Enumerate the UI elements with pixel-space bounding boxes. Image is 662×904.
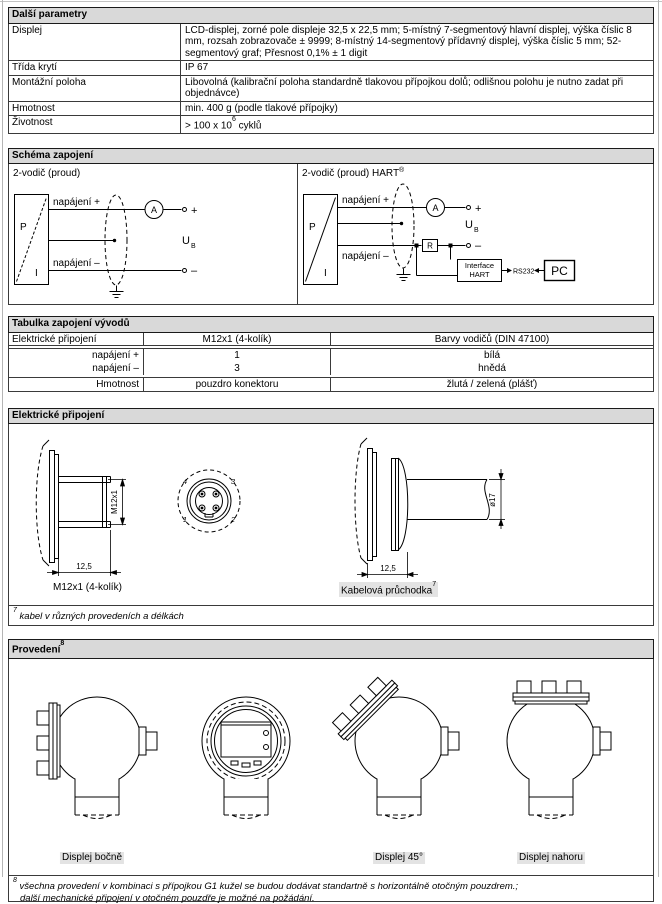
housing-display-45 xyxy=(330,672,459,819)
current-label: I xyxy=(35,268,38,280)
cell: pouzdro konektoru xyxy=(144,378,331,391)
terminal-plus xyxy=(183,208,187,212)
cell: 1 xyxy=(144,349,331,362)
header-cell: Elektrické připojení xyxy=(9,333,144,345)
pin-table-supply-group xyxy=(9,348,653,375)
supply-voltage-sub: B xyxy=(191,243,196,251)
section-title-provedeni xyxy=(8,639,654,659)
table-row xyxy=(9,116,653,133)
pc-label: PC xyxy=(551,264,568,279)
current-label: I xyxy=(324,268,327,280)
housing-front-view xyxy=(202,697,290,819)
arrow-right-icon xyxy=(507,268,512,273)
diameter-dim-label: ø17 xyxy=(488,493,497,508)
header-cell: M12x1 (4-kolík) xyxy=(144,333,331,345)
section-title-dalsi-parametry: Další parametry xyxy=(8,7,654,24)
section-title-schema-zapojeni: Schéma zapojení xyxy=(8,148,654,165)
section-elektricke-pripojeni xyxy=(8,408,654,627)
ammeter-label: A xyxy=(150,205,158,216)
title-text: Provedení xyxy=(12,644,61,656)
resistor-label: R xyxy=(427,241,433,251)
param-value: Libovolná (kalibrační poloha standardně tlakovou přípojkou dolů; odlišnou polohu je nutno zadat při objednávce) xyxy=(185,76,624,99)
cable-shield-ellipse xyxy=(392,184,414,268)
ribbed-cap xyxy=(330,672,400,742)
supply-voltage-sub: B xyxy=(474,227,479,235)
ground-icon xyxy=(110,286,124,298)
ammeter-label: A xyxy=(432,203,439,214)
param-label: Třída krytí xyxy=(9,61,181,75)
page-left-edge xyxy=(2,0,3,877)
junction xyxy=(449,244,453,248)
process-neck xyxy=(75,779,119,819)
cell: hnědá xyxy=(478,362,506,374)
pin-number-3: 3 xyxy=(230,477,236,487)
value-text: > 100 x 10 xyxy=(185,120,232,132)
table-row xyxy=(9,378,653,391)
section-provedeni xyxy=(8,639,654,902)
cell: žlutá / zelená (plášť) xyxy=(446,378,538,390)
pin-number-1: 1 xyxy=(182,515,188,525)
diagram-title: 2-vodič (proud) HART xyxy=(302,168,400,180)
process-neck xyxy=(224,779,268,819)
section-title-elektricke-pripojeni: Elektrické připojení xyxy=(8,408,654,425)
section-dalsi-parametry xyxy=(8,7,654,134)
parameters-table xyxy=(8,24,654,134)
supply-plus-label: napájení + xyxy=(53,197,100,209)
caption-display-45: Displej 45° xyxy=(375,852,423,864)
junction xyxy=(415,244,419,248)
caption-text: Kabelová průchodka xyxy=(341,585,433,597)
param-value: IP 67 xyxy=(185,62,209,73)
pin-table-ground-group xyxy=(9,377,653,391)
pin-number-2: 2 xyxy=(230,515,236,525)
gland-side-view xyxy=(355,438,489,564)
table-row xyxy=(9,76,653,102)
table-row xyxy=(9,61,653,76)
section-title-tabulka-vyvodu: Tabulka zapojení vývodů xyxy=(8,316,654,333)
footnote-marker: 7 xyxy=(13,607,17,615)
connector-drawings xyxy=(8,424,654,626)
arrow-left-icon xyxy=(534,268,539,273)
pressure-label: P xyxy=(309,222,316,234)
pi-transducer-symbol xyxy=(15,195,49,285)
pin-number-4: 4 xyxy=(182,477,188,487)
supply-minus-label: napájení – xyxy=(342,251,389,263)
header-cell: Barvy vodičů (DIN 47100) xyxy=(434,333,550,345)
footnote-line-1 xyxy=(13,878,649,893)
pin-table-header-row xyxy=(9,333,653,346)
footnote-7 xyxy=(9,605,653,625)
terminal-minus xyxy=(183,269,187,273)
terminal-minus xyxy=(467,244,471,248)
wiring-panel-2wire xyxy=(9,164,298,304)
registered-mark: ® xyxy=(399,167,405,175)
table-row xyxy=(9,102,653,117)
terminal-plus xyxy=(467,206,471,210)
cell: napájení + xyxy=(9,349,144,362)
housing-drawings xyxy=(8,659,654,902)
supply-voltage-label: U xyxy=(465,219,473,232)
wiring-panel-2wire-hart xyxy=(298,164,654,304)
caption-cable-gland xyxy=(339,582,438,597)
supply-minus-label: napájení – xyxy=(53,258,100,270)
connector-stub xyxy=(139,727,157,755)
table-row xyxy=(9,362,653,375)
process-neck xyxy=(529,779,573,819)
minus-sign: – xyxy=(191,265,198,278)
pressure-label: P xyxy=(20,222,27,234)
ribbed-cap xyxy=(37,703,60,779)
housing-display-up xyxy=(507,681,611,819)
interface-label-line2: HART xyxy=(469,270,490,280)
param-value: LCD-displej, zorné pole displeje 32,5 x 22,5 mm; 5-místný 7-segmentový hlavní displej, výška číslic 8 mm, rozsah zobrazovače ± 9999; 8-místný 14-segmentový přídavný displej, výška číslic 5 mm; 52-segmentový graf; Přesnost 0,1% ± 1 digit xyxy=(185,24,632,59)
value-text: cyklů xyxy=(235,120,262,132)
pin-table xyxy=(8,333,654,392)
wiring-diagram-2wire-hart xyxy=(298,164,654,305)
connector-stub xyxy=(593,727,611,755)
cell: Hmotnost xyxy=(9,378,144,391)
process-neck xyxy=(377,779,421,819)
m12-connector-drawing xyxy=(9,424,331,582)
cell: napájení – xyxy=(9,362,144,375)
footnote-text: kabel v různých provedeních a délkách xyxy=(19,611,184,623)
caption-display-side: Displej bočně xyxy=(61,852,123,864)
housing-versions-drawing xyxy=(9,659,655,849)
page-right-edge xyxy=(658,0,659,877)
width-dim-label: 12,5 xyxy=(76,562,92,572)
exponent: 6 xyxy=(231,116,236,123)
supply-voltage-label: U xyxy=(182,235,190,248)
thread-dim-label: M12x1 xyxy=(110,490,119,515)
param-value xyxy=(181,116,653,133)
width-dim-label: 12,5 xyxy=(380,564,396,574)
table-row xyxy=(9,349,653,362)
footnote-ref: 8 xyxy=(60,640,65,648)
param-label: Hmotnost xyxy=(9,102,181,116)
ground-icon xyxy=(397,269,411,281)
minus-sign: – xyxy=(475,240,482,253)
section-tabulka-vyvodu xyxy=(8,316,654,392)
shield-tap-dot xyxy=(400,222,403,225)
footnote-text: všechna provedení v kombinaci s přípojkou G1 kužel se budou dodávat standartně s horizontálně otočným pouzdrem.; xyxy=(19,881,519,893)
supply-plus-label: napájení + xyxy=(342,195,389,207)
cell: 3 xyxy=(144,362,331,375)
plus-sign: + xyxy=(475,203,482,216)
lcd-display xyxy=(221,722,271,757)
table-row xyxy=(9,24,653,62)
footnote-line-2: další mechanické připojení v otočném pouzdře je možné na požádání. xyxy=(20,892,315,904)
caption-m12-connector: M12x1 (4-kolík) xyxy=(53,582,122,594)
caption-display-up: Displej nahoru xyxy=(519,852,583,864)
plus-sign: + xyxy=(191,205,198,218)
document-content xyxy=(8,7,654,902)
param-label: Displej xyxy=(9,24,181,61)
footnote-ref: 7 xyxy=(432,581,437,589)
housing-display-side xyxy=(37,697,157,819)
shield-tap-dot xyxy=(113,239,116,242)
footnote-8 xyxy=(9,875,653,904)
rs232-label: RS232 xyxy=(513,268,535,276)
cell: bílá xyxy=(483,349,501,361)
diagram-title: 2-vodič (proud) xyxy=(13,168,81,180)
pi-transducer-symbol xyxy=(304,195,338,285)
connector-stub xyxy=(441,727,459,755)
param-label: Montážní poloha xyxy=(9,76,181,101)
interface-label-line1: Interface xyxy=(464,261,495,271)
wiring-diagram-2wire xyxy=(9,164,297,305)
ribbed-cap xyxy=(513,681,589,704)
footnote-marker: 8 xyxy=(13,877,17,885)
cable-gland-drawing xyxy=(331,424,655,582)
param-value: min. 400 g (podle tlakové přípojky) xyxy=(185,102,338,114)
wires xyxy=(338,208,466,276)
m12-side-view xyxy=(36,440,110,566)
page-top-edge xyxy=(0,1,662,2)
param-label: Životnost xyxy=(9,116,181,133)
section-schema-zapojeni xyxy=(8,148,654,306)
wiring-diagrams xyxy=(8,164,654,305)
